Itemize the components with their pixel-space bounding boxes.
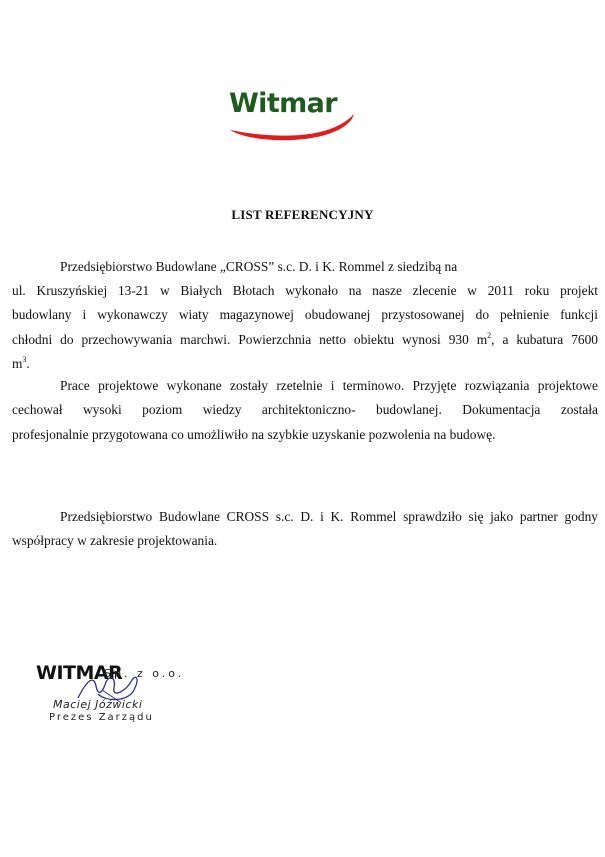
paragraph-1-line-2: ul. Kruszyńskiej 13-21 w Białych Błotach wykonało na nasze zlecenie w 2011 roku projekt: [12, 283, 598, 298]
paragraph-3-line-1: Przedsiębiorstwo Budowlane CROSS s.c. D. i K. Rommel sprawdziło się jako partner godny: [60, 509, 598, 524]
paragraph-1-end: .: [26, 355, 30, 371]
paragraph-2-line-2: cechował wysoki poziom wiedzy architektoniczno- budowlanej. Dokumentacja została: [12, 402, 598, 418]
logo-text: Witmar: [229, 88, 338, 119]
company-stamp: [36, 662, 206, 742]
paragraph-2-line-3: profesjonalnie przygotowana co umożliwiło na szybkie uzyskanie pozwolenia na budowę.: [12, 426, 496, 442]
document-title: LIST REFERENCYJNY: [231, 207, 374, 222]
area-text: chłodni do przechowywania marchwi. Powierzchnia netto obiektu wynosi 930 m: [12, 331, 488, 347]
paragraph-1-body: [12, 279, 598, 376]
signatory-role: Prezes Zarządu: [49, 712, 154, 723]
area-unit-exponent: 2: [487, 330, 492, 340]
paragraph-3-line-2: współpracy w zakresie projektowania.: [12, 533, 218, 549]
paragraph-1-line-1: Przedsiębiorstwo Budowlane „CROSS” s.c. D. i K. Rommel z siedzibą na: [60, 259, 458, 274]
paragraph-1-line-3: budowlany i wykonawczy wiaty magazynowej obudowanej przystosowanej do pełnienie funkcji: [12, 307, 598, 323]
paragraph-1-line-5: [12, 352, 598, 376]
stamp-company-suffix: Sp. z o.o.: [104, 667, 185, 680]
volume-text: , a kubatura 7600: [491, 331, 598, 347]
volume-unit-exponent: 3: [22, 354, 27, 364]
paragraph-3: [12, 505, 598, 554]
paragraph-2: [12, 374, 598, 447]
stamp-company-name: WITMAR: [36, 662, 123, 684]
paragraph-1-line-4: [12, 328, 598, 352]
paragraph-2-line-1: Prace projektowe wykonane zostały rzetelnie i terminowo. Przyjęte rozwiązania projektowe: [60, 378, 598, 393]
witmar-logo: [222, 84, 382, 144]
volume-unit: m: [12, 355, 23, 371]
paragraph-1: [60, 255, 598, 279]
signatory-name: Maciej Jóźwicki: [53, 698, 143, 711]
